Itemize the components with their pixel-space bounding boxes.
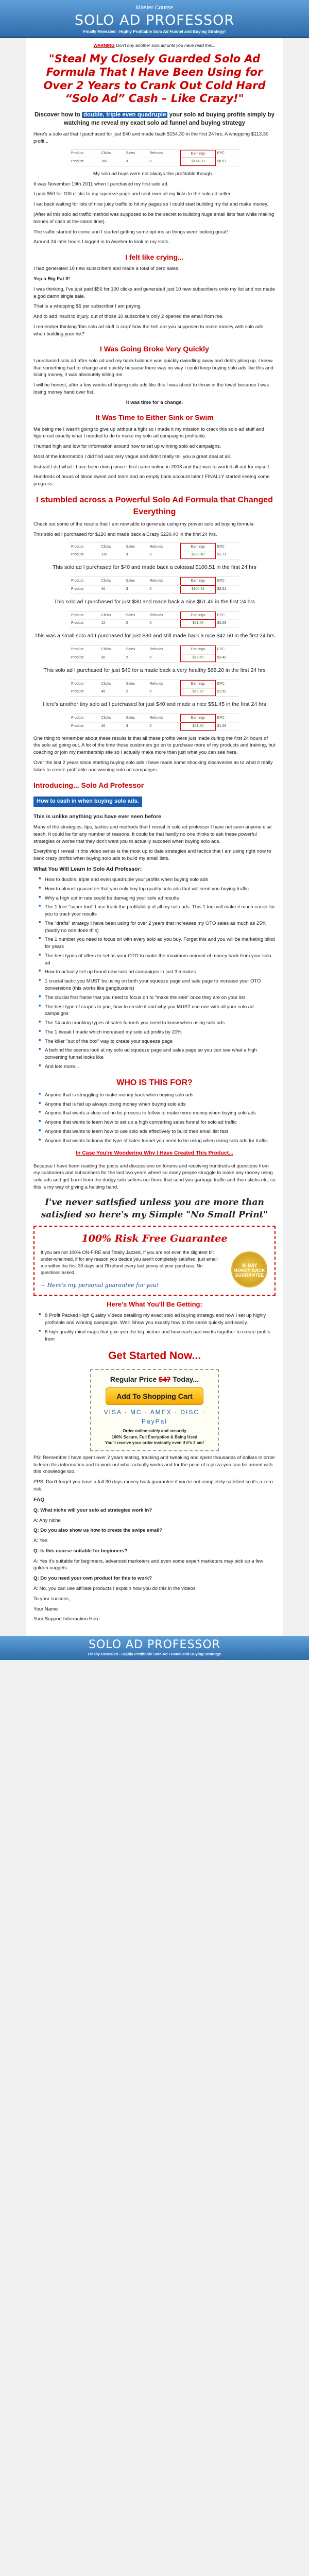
stats-cell: 30 [101,655,106,659]
result-caption: This solo ad I purchased for $40 and made back a colossal $100.51 in the first 24 hrs [53,564,256,571]
section-title: Introducing... Solo Ad Professor [33,781,144,789]
header-subtitle: Master Course [135,5,174,11]
list-item: ■ Anyone that is fed up always losing money when buying solo ads [39,1101,276,1108]
stats-header-cell: Clicks [100,543,125,551]
list-item: ■ How to actually set up brand new solo ad campaigns in just 3 minutes [39,969,276,976]
stats-cell: 40 [101,724,106,728]
stats-cell: Product [71,690,84,694]
paragraph: Hundreds of hours of blood sweat and tears and an empty bank account later I FINALLY started seeing some progress. [33,474,270,487]
stats-cell: 3 [126,724,128,728]
stats-cell: $230.40 [181,551,215,559]
stats-header-cell: Earnings [181,646,215,654]
stats-table [70,714,239,731]
stats-header-cell: Sales [125,612,148,619]
list-item: ■ The "drafts" strategy I have been using for over 2 years that increases my OTO sales as much as 25% (hardly no one does this) [39,920,276,935]
paragraph: Me being me I wasn't going to give up without a fight so I made it my mission to crack this solo ad stuff and figure out exactly what I needed to do to make my solo ad campaigns profitable. [33,426,264,439]
paragraph: It was November 19th 2011 when I purchased my first solo ad. [33,181,169,187]
stats-header-cell: Sales [125,543,148,551]
order-note: 100% Secure, Full Encryption & Being Used [111,1434,198,1439]
list-item: ■ Anyone that wants to learn how to set up a high converting sales funnel for solo ad traffic [39,1119,276,1126]
paragraph: (After all this solo ad traffic method was supposed to be the secret to building huge email lists fast while making tonnes of cash at the same time). [33,211,274,225]
paragraph: Yep a Big Fat 0! [33,276,70,282]
list-item: ■ Anyone that wants to learn how to use solo ads effectively to build their email list fast [39,1128,276,1136]
paragraph: I sat back waiting for lots of nice juicy traffic to hit my pages so I could start building my list and make money. [33,201,268,208]
list-item: ■ Anyone that is struggling to make money back when buying solo ads [39,1092,276,1099]
stats-header-cell: Refunds [148,612,180,619]
stats-cell: Product [71,655,84,659]
stats-cell: 135 [101,553,108,557]
sales-page [26,38,283,1636]
stats-table [70,543,239,560]
header-tagline: Finally Revealed - Highly Profitable Solo Ad Funnel and Buying Strategy! [83,29,226,34]
list-item: ■ 6 high quality mind maps that give you the big picture and how each part works together to create profits from [39,1329,276,1343]
stats-header-cell: EPC [215,612,239,619]
stats-cell: Product [71,587,84,591]
price-line [95,1374,214,1384]
list-item: ■ The 1 number you need to focus on with every solo ad you buy. Forget this and you will be marketing blind for years [39,936,276,951]
discover-post: your solo ad buying profits simply by watching me reveal my exact solo ad funnel and buying strategy [63,111,275,127]
order-box [90,1369,219,1451]
stats-header-cell: Clicks [100,680,125,688]
result-caption: This solo ad I purchased for just $30 and made back a nice $51.45 in the first 24 hrs [54,598,255,605]
section-title: I stumbled across a Powerful Solo Ad Formula that Changed Everything [36,496,273,517]
stats-header-cell: Product [70,646,100,654]
guarantee-box [33,1226,276,1296]
highlight-heading: How to cash in when buying solo ads. [33,796,142,807]
result-caption: This was a small solo ad I purchased for just $30 and still made back a nice $42.50 in the first 24 hrs [34,633,275,639]
stats-cell: $154.30 [181,158,215,165]
stats-cell: Product [71,160,84,164]
order-note: Order online safely and securely [123,1429,186,1434]
signoff-name: Your Name [33,1606,58,1612]
stats-header-cell: Clicks [100,646,125,654]
result-caption: This solo ad I purchased for just $40 for a made back a very healthy $68.20 in the first 24 hrs [43,667,266,673]
stats-table [70,611,239,628]
faq-answer: A: Any niche [33,1517,61,1523]
stats-cell: 0 [149,587,152,591]
stats-header-cell: Refunds [148,578,180,585]
stats-cell: $0.97 [217,160,227,164]
paragraph: Instead I did what I have been doing since I first came online in 2008 and that was to work it all out for myself. [33,464,270,470]
paragraph: Around 24 later hours I logged in to Aweber to look at my stats. [33,239,170,245]
stats-cell: $51.45 [181,722,215,730]
guarantee-text: If you are not 100% ON-FIRE and Totally Jazzed, If you are not even the slightest bit under-whelmed, if for any reason you decide you aren't completely satisfied, just email me within the first 30 days and I'll refund every last penny of your purchase. No questions asked. [41,1249,218,1275]
bonus-list [39,1312,276,1343]
stats-header-cell: Earnings [181,715,215,722]
faq-answer: A: No, you can use affiliate products I explain how you do this in the videos [33,1586,196,1592]
who-list [39,1092,276,1145]
stats-header-cell: Sales [125,646,148,654]
result-caption: Here's another tiny solo ad I purchased for just $40 and made a nice $51.45 in the first 24 hrs [43,701,266,708]
header-title: SOLO AD PROFESSOR [74,12,235,28]
stats-header-cell: Refunds [148,715,180,722]
list-item: ■ 1 crucial tactic you MUST be using on both your squeeze page and sale page to increase your OTO conversions (this works like gangbusters) [39,978,276,992]
list-item: ■ A behind the scenes look at my solo ad squeeze page and sales page so you can see what a high converting funnel looks like [39,1047,276,1061]
discover-highlight: double, triple even quadruple [82,112,167,118]
stats-header-cell: Refunds [148,646,180,654]
list-item: ■ The 14 auto cranking types of sales funnels you need to know when using solo ads [39,1020,276,1027]
stats-header-cell: Sales [125,680,148,688]
stats-cell: 0 [149,724,152,728]
stats-header-cell: Sales [125,715,148,722]
stats-cell: 0 [149,655,152,659]
stats-cell: 2 [126,621,128,625]
paragraph: And to add insult to injury, out of those 10 subscribers only 2 opened the email from me. [33,314,224,320]
list-item: ■ Anyone that wants to know the type of sales funnel you need to be using when using solo ads for traffic [39,1138,276,1145]
old-price: $47 [159,1375,171,1383]
stats-header-cell: Clicks [100,715,125,722]
stats-header-cell: Sales [125,578,148,585]
stats-cell: 3 [126,587,128,591]
paragraph: It was time for a change. [126,399,183,405]
paragraph: The traffic started to come and I started getting some opt-ins so things were looking great! [33,229,228,235]
stats-header-cell: Sales [125,150,148,158]
section-title: I felt like crying... [125,253,184,262]
paragraph: Most of the information I did find was very vague and didn't really tell you a great deal at all. [33,453,231,460]
stats-cell: 3 [126,553,128,557]
stats-cell: $1.29 [217,724,227,728]
payment-cards-icon: VISA · MC · AMEX · DISC · PayPal [104,1409,205,1425]
table-row [70,654,239,662]
paragraph: That is a whopping $5 per subscriber I am paying. [33,303,142,310]
stats-cell: 0 [149,621,152,625]
paragraph: I was thinking, I've just paid $50 for 100 clicks and generated just 10 new subscribers onto my list and not made a god damn single sale. [33,286,276,299]
stats-cell: $4.29 [217,621,227,625]
bold-line: This is unlike anything you have ever seen before [33,813,161,820]
ps-text: PS: Remember I have spent over 2 years testing, tracking and tweaking and spent thousands of dollars in order to learn this information and to work out what actually works and for the price of a pizza you can be armed with this knowledge too. [33,1454,275,1475]
stats-cell: $2.42 [217,655,227,659]
list-item: ■ Anyone that wants a clear cut no bs process to follow to make more money when buying solo ads [39,1110,276,1117]
paragraph: I paid $50 for 100 clicks to my squeeze page and sent over all my links to the solo ad seller. [33,191,232,197]
section-title: WHO IS THIS FOR? [116,1078,193,1087]
stats-header-cell: Clicks [100,150,125,158]
learn-list [39,876,276,1071]
stats-table [70,149,239,166]
list-item: ■ The best types of offers to set as your OTO to make the maximum amount of money back from your solo ad [39,953,276,967]
stats-header-cell: Product [70,150,100,158]
list-item: ■ 8 Profit Packed High Quality Videos detailing my exact solo ad buying strategy and how I set up highly profitable and winning campaigns. We'll Show you exactly how to the same quickly and easily. [39,1312,276,1327]
table-row [70,158,239,165]
stats-header-cell: EPC [215,578,239,585]
footer-title: SOLO AD PROFESSOR [88,1638,220,1652]
paragraph: Because I have been reading the posts and discussions on forums and receiving hundreds of questions from my customers and subscribers for the last two years where so many people struggle to make any money using solo ads and get burnt from the dodgy solo sellers out there that send you garbage traffic and then sticks etc, so this is my way of giving a helping hand. [33,1163,276,1190]
faq-title: FAQ [33,1496,45,1503]
stats-cell: 2 [126,690,128,694]
stats-header-cell: Earnings [181,543,215,551]
stats-cell: $1.52 [217,690,227,694]
wondering-link[interactable]: In Case You're Wondering Why I Have Created This Product... [76,1150,233,1157]
faq-answer: A: Yes it's suitable for beginners, advanced marketers and even some expert marketers may pick up a few golden nuggets [33,1558,263,1571]
section-title: I Was Going Broke Very Quickly [100,345,209,353]
list-item: ■ And lots more... [39,1063,276,1071]
stats-header-cell: Earnings [181,680,215,688]
stats-header-cell: Product [70,543,100,551]
paragraph: I remember thinking 'this solo ad stuff is crap' how the hell are you supposed to make money with solo ads when building your list? [33,324,263,337]
stats-table [70,577,239,594]
paragraph: I hunted high and low for information around how to set up winning solo ad campaigns. [33,444,221,450]
stats-cell: 0 [149,160,152,164]
list-item: ■ The killer "out of the box" way to create your squeeze page [39,1038,276,1045]
stats-cell: 3 [126,160,128,164]
paragraph: Over the last 2 years since starting buying solo ads I have made some shocking discoveries as to what it really takes to create profitable and winning solo ad campaigns. [33,759,273,773]
footer-tagline: Finally Revealed - Highly Profitable Solo Ad Funnel and Buying Strategy! [88,1652,221,1657]
guarantee-signature: ~ Here's my personal guarantee for you! [41,1281,159,1289]
today-label: Today... [170,1375,199,1383]
stats-header-cell: EPC [215,543,239,551]
faq-question: Q: Do you need your own product for this to work? [33,1575,152,1582]
paragraph: I will be honest, after a few weeks of buying solo ads like this I was about to throw in the towel because I was losing money hand over fist. [33,382,269,395]
paragraph: Check out some of the results that I am now able to generate using my proven solo ad buying formula: [33,521,255,528]
faq-answer: A: Yes [33,1538,47,1544]
stats-header-cell: EPC [215,715,239,722]
section-title: My solo ad buys were not always this profitable though... [93,171,216,177]
stats-cell: $2.51 [217,587,227,591]
stats-cell: Product [71,724,84,728]
stats-header-cell: Product [70,612,100,619]
pps-text: PPS: Don't forget you have a full 30 days money back guarantee if you're not completely satisfied so it's a zero risk. [33,1479,273,1492]
guarantee-seal-icon: 30 DAY MONEY BACK GUARANTEE [231,1251,267,1287]
table-row [70,585,239,593]
paragraph: One thing to remember about these results is that all these profits were just made during the first 24 hours of the solo ad going out. A lot of the time those customers go on to purchase more of my products and training, but coaching or join my membership site so I actually make more than just what you can see here. [33,735,276,756]
stats-header-cell: EPC [215,150,239,158]
table-row [70,620,239,628]
site-header [0,0,309,38]
main-headline: "Steal My Closely Guarded Solo Ad Formula That I Have Been Using for Over 2 Years to Crank Out Cold Hard “Solo Ad” Cash – Like Crazy!" [43,53,266,105]
add-to-cart-button[interactable]: Add To Shopping Cart [106,1387,203,1405]
stats-cell: Product [71,553,84,557]
stats-header-cell: Refunds [148,543,180,551]
stats-header-cell: Refunds [148,680,180,688]
guarantee-title: 100% Risk Free Guarantee [81,1232,228,1244]
table-row [70,722,239,730]
list-item: ■ The best type of crapes to you, how to create it and why you MUST use one with all your solo ad campaigns [39,1004,276,1018]
list-item: ■ The 1 free "super tool" I use track the profitability of all my solo ads. This 1 tool will make it much easier for you to track your results [39,904,276,918]
stats-cell: 12 [101,621,106,625]
list-item: ■ Why a high opt in rate could be damaging your solo ad results [39,895,276,902]
stats-table [70,645,239,662]
warning-bar [33,42,276,48]
list-item: ■ The crucial first frame that you need to focus on to "make the sale" once they are on your list [39,994,276,1002]
stats-header-cell: Product [70,578,100,585]
stats-cell: $51.45 [181,620,215,628]
stats-header-cell: Refunds [148,150,180,158]
stats-header-cell: Clicks [100,578,125,585]
stats-cell: 0 [149,690,152,694]
table-row [70,688,239,696]
price-label: Regular Price [110,1375,159,1383]
bonus-heading: Here's What You'll Be Getting: [107,1300,202,1308]
stats-cell: 0 [149,553,152,557]
paragraph: I purchased solo ad after solo ad and my bank balance was quickly dwindling away and debts piling up. I knew that something had to change and quickly because there was no way I could keep buying solo ads like this and losing money, it was absolutely killing me. [33,358,273,378]
faq-question: Q: Do you also show us how to create the swipe email? [33,1528,163,1534]
stats-cell: $72.50 [181,654,215,662]
stats-cell: 2 [126,655,128,659]
stats-header-cell: Product [70,680,100,688]
stats-cell: Product [71,621,84,625]
discover-pre: Discover how to [34,111,82,118]
faq-question: Q: What niche will your solo ad strategies work in? [33,1507,152,1513]
stats-cell: $1.71 [217,553,227,557]
paragraph: This solo ad I purchased for $120 and made back a Crazy $230.40 in the first 24 hrs. [33,532,217,538]
list-item: ■ How to almost guarantee that you only buy top quality solo ads that will send you buying traffic [39,886,276,893]
satisfied-heading: I've never satisfied unless you are more than satisfied so here's my Simple "No Small Print" [41,1197,268,1221]
stats-cell: 45 [101,690,106,694]
stats-table [70,680,239,697]
stats-header-cell: Earnings [181,612,215,619]
paragraph: Many of the strategies, tips, tactics and methods that I reveal in solo ad professor I have not seen anyone else teach. It could be for any number of reasons. It could be that hardly no one thinks to ask these powerful strategies or worse that they don't want you to actually succeed when buying solo ads. [33,824,272,844]
list-item: ■ How to double, triple and even quadruple your profits when buying solo ads [39,876,276,884]
stats-header-cell: EPC [215,646,239,654]
site-footer [0,1636,309,1660]
stats-cell: $100.51 [181,585,215,593]
learn-heading: What You Will Learn In Solo Ad Professor: [33,866,142,872]
faq-question: Q: Is this course suitable for beginners? [33,1548,128,1554]
stats-cell: $68.20 [181,688,215,696]
warning-text: Don't buy another solo ad until you have read this... [114,43,216,48]
stats-header-cell: EPC [215,680,239,688]
stats-header-cell: Earnings [181,578,215,585]
faq-section [33,1496,276,1592]
stats-cell: 40 [101,587,106,591]
warning-label: WARNING [93,43,115,48]
discover-subheadline [33,111,276,128]
stats-cell: 160 [101,160,108,164]
paragraph: Everything I reveal in this video series is the most up to date strategies and tactics that I am using right now to bank crazy profits when buying solo ads to build my email lists. [33,849,271,862]
table-row [70,551,239,559]
paragraph: I had generated 10 new subscribers and made a total of zero sales. [33,266,180,272]
section-title: It Was Time to Either Sink or Swim [95,413,214,422]
order-note: You'll receive your order instantly even if it's 2 am! [105,1440,204,1446]
signoff: To your success, [33,1596,70,1602]
stats-header-cell: Product [70,715,100,722]
stats-header-cell: Clicks [100,612,125,619]
intro-text: Here's a solo ad that I purchased for just $40 and made back $154.30 in the first 24 hrs. A whopping $113.30 profit... [33,131,269,144]
get-started-heading: Get Started Now... [108,1349,201,1362]
stats-header-cell: Earnings [181,150,215,158]
signoff-support: Your Support Information Here [33,1616,100,1622]
list-item: ■ The 1 tweak I made which increased my solo ad profits by 20% [39,1029,276,1036]
